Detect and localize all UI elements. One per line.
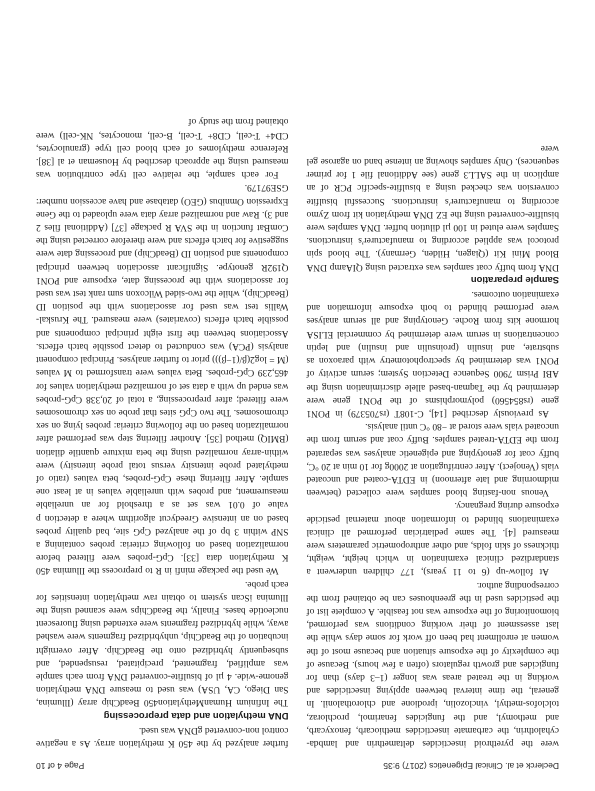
- page-number: Page 4 of 10: [36, 761, 85, 771]
- paragraph: were the pyrethroid insecticides deltamethrin and lambda-cyhalothrin, the carbamate insecticides methiocarb, fenoxycarb, and methomyl, and the fungicides fenarimol, prochloraz, tolclofos-methyl, vinclozolin, iprodione and chlorothalonil. In general, the time interval between applying insecticides and working in the treated areas was longer (1–3 days) than for fungicides and growth regulators (often a few hours). Because of the complexity of the exposure situation and because most of the women at enrollment had been off work for some days while the last assessment of their working conditions was performed, biomonitoring of the exposure was not feasible. A complete list of the pesticides used in the greenhouses can be obtained from the corresponding author.: [306, 579, 559, 748]
- left-column: [307, 20, 560, 749]
- section-heading-dna-methylation: DNA methylation and data preprocessing: [103, 709, 289, 721]
- body-columns: [36, 20, 559, 749]
- paragraph: further analyzed by the 450 K methylation array. As a negative control non-converted gDNA was used.: [36, 724, 289, 748]
- paragraph: For each sample, the relative cell type contribution was measured using the approach described by Houseman et al [38]. Reference methylomes of each blood cell type (granulocytes, CD4+ T-cell, CD8+ T-cell, B-cell, monocytes, NK-cell) were obtained from the study of: [36, 116, 289, 180]
- paragraph: As previously described [14], C-108T (rs705379) in PON1 gene (rs854560) polymorphisms of the PON1 gene were determined by the Taqman-based allele discrimination using the ABI Prism 7900 Sequence Detection System; serum activity of PON1 was determined by spectrophotometry with paraoxon as substrate, and insulin (proinsulin and insulin) and leptin concentrations in serum were determined by commercial ELISA hormone kits from Roche. Genotyping and all serum analyses were performed blinded to both exposure information and examination outcomes.: [306, 289, 559, 418]
- paragraph: Venous non-fasting blood samples were collected (between midmorning and late afternoon) in EDTA-coated and uncoated vials (Venoject). After centrifugation at 2000g for 10 min at 20 °C, buffy coat for genotyping and epigenetic analyses was separated from the EDTA-treated samples. Buffy coat and serum from the uncoated vials were stored at −80 °C until analysis.: [306, 421, 559, 498]
- paragraph: At follow-up (6 to 11 years), 177 children underwent a standardized clinical examination in which height, weight, thickness of skin folds, and other anthropometric parameters were measured [4]. The same pediatrician performed all clinical examinations blinded to information about maternal pesticide exposure during pregnancy.: [306, 500, 559, 577]
- paragraph: We used the package minfi in R to preprocess the Illumina 450 K methylation data [33]. CpG-probes were filtered before normalization based on following criteria: probes containing a SNP within 3 bp of the analyzed CpG site, bad quality probes based on an intensive Greedycut algorithm where a detection p value of 0.01 was set as a threshold for an unreliable measurement, and probes with unreliable values in at least one sample. After filtering these CpG-probes, beta values (ratio of methylated probe intensity versus total probe intensity) were within-array normalized using the beta mixture quantile dilation (BMIQ) method [35]. Another filtering step was performed after normalization based on the following criteria: probes lying on sex chromosomes. The two CpG sites that probe on sex chromosomes were filtered; after preprocessing, a total of 20,338 CpG-probes was ended up with a data set of normalized methylation values for 465,239 CpG-probes. Beta values were transformed to M values (M = log2(β/(1−β))) prior to further analyses. Principal component analysis (PCA) was conducted to detect possible batch effects. Associations between the first eight principal components and possible batch effects (covariates) were measured. The Kruskal-Wallis test was used for associations with the position ID (BeadChip), while the two-sided Wilcoxon sum rank test was used for associations with the processing date, exposure and PON1 Q192R genotype. Significant association between principal components and position ID (BeadChip) and processing date were suggestive for batch effects and were therefore corrected using the ComBat function in the SVA R package [37] (Additional files 2 and 3). Raw and normalized array data were uploaded to the Gene Expression Omnibus (GEO) database and have accession number: GSE97179.: [36, 182, 289, 576]
- page-header: [36, 761, 559, 771]
- right-column: [36, 20, 289, 749]
- paragraph: The Infinium HumanMethylation450 BeadChip array (Illumina, San Diego, CA, USA) was used to measure DNA methylation genome-wide. 4 µl of bisulfite-converted DNA from each sample was amplified, fragmented, precipitated, resuspended, and subsequently hybridized onto the BeadChip. After overnight incubation of the BeadChip, unhybridized fragments were washed away, while hybridized fragments were extended using fluorescent nucleotide bases. Finally, the BeadChips were scanned using the Illumina iScan system to obtain raw methylation intensities for each probe.: [36, 578, 289, 708]
- paragraph: DNA from buffy coat samples was extracted using QIAamp DNA Blood Mini Kit (Qiagen, Hilden, Germany). The blood spin protocol was applied according to manufacturer's instructions. Samples were eluted in 100 µl dilution buffer. DNA samples were bisulfite-converted using the EZ DNA methylation kit from Zymo according to manufacturer's instructions. Successful bisulfite conversion was checked using a bisulfite-specific PCR of an amplicon in the SALL3 gene (see Additional file 1 for primer sequences). Only samples showing an intense band on agarose gel were: [306, 142, 559, 272]
- section-heading-sample-preparation: Sample preparation: [470, 273, 559, 285]
- journal-citation: Declerck et al. Clinical Epigenetics (2017) 9:35: [383, 761, 559, 771]
